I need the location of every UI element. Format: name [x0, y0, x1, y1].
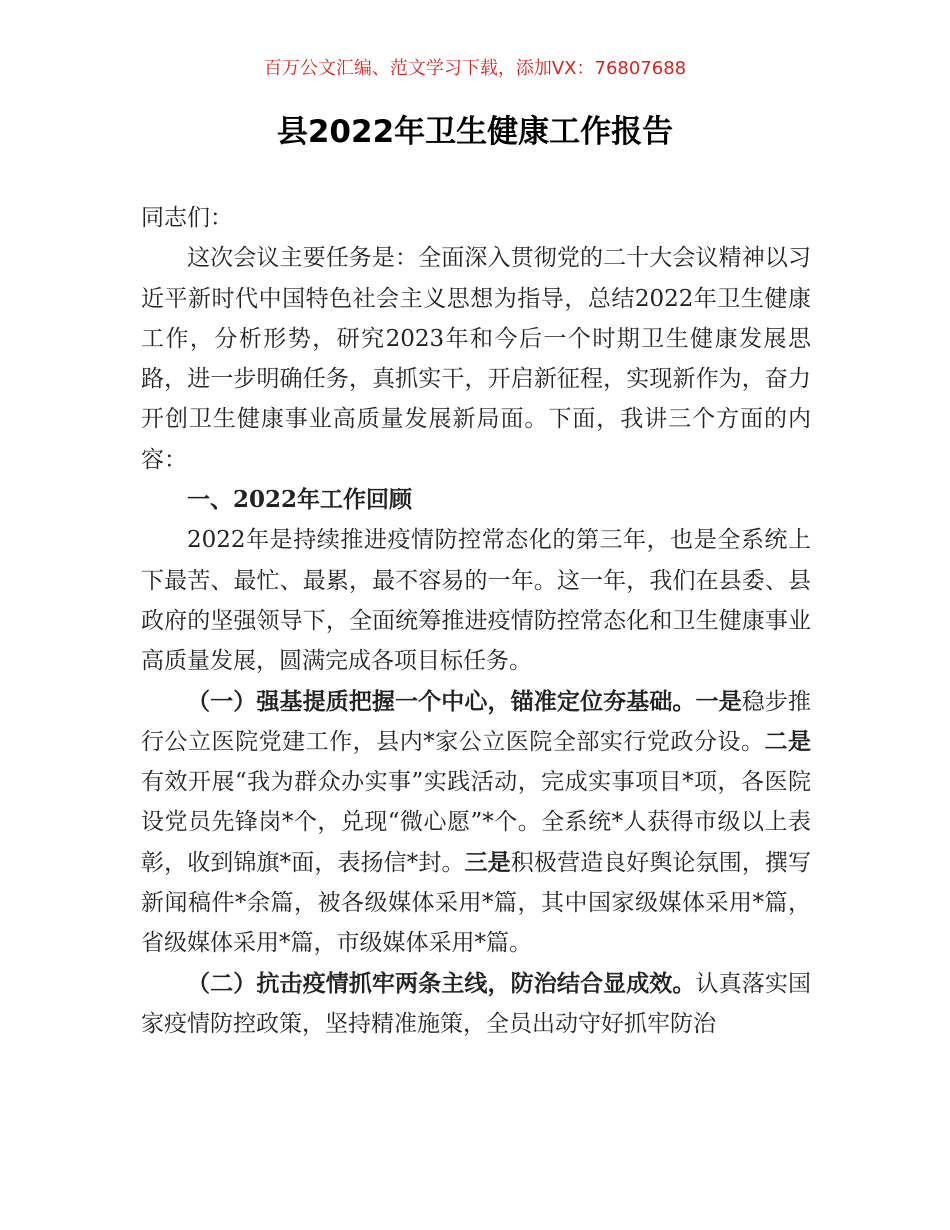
item-one-text-3: 积极营造良好舆论氛围，撰写新闻稿件*余篇，被各级媒体采用*篇，其中国家级媒体采用*篇，省级媒体采用*篇，市级媒体采用*篇。 — [141, 849, 812, 957]
item-one-text-1: 稳步推行公立医院党建工作，县内*家公立医院全部实行党政分设。 — [141, 688, 812, 755]
item-one-lead-2: 二是 — [764, 727, 812, 755]
header-banner: 百万公文汇编、范文学习下载，添加VX：76807688 — [263, 58, 687, 79]
item-one-text-2: 有效开展“我为群众办实事”实践活动，完成实事项目*项，各医院设党员先锋岗*个，兑现“微心愿”*个。全系统*人获得市级以上表彰，收到锦旗*面，表扬信*封。 — [141, 769, 811, 876]
item-one-lead-3: 三是 — [464, 848, 511, 876]
document-title: 县2022年卫生健康工作报告 — [276, 114, 674, 150]
intro-paragraph: 这次会议主要任务是：全面深入贯彻党的二十大会议精神以习近平新时代中国特色社会主义思想为指导，总结2022年卫生健康工作，分析形势，研究2023年和今后一个时期卫生健康发展思路，进一步明确任务，真抓实干，开启新征程，实现新作为，奋力开创卫生健康事业高质量发展新局面。下面，我讲三个方面的内容： — [141, 245, 811, 473]
item-two-text: 认真落实国家疫情防控政策，坚持精准施策，全员出动守好抓牢防治 — [141, 970, 812, 1037]
item-one-lead-1: 一是 — [695, 687, 742, 715]
item-one-paragraph — [141, 682, 811, 964]
salutation: 同志们： — [141, 205, 233, 231]
document-body — [141, 198, 811, 1044]
item-one-heading: （一）强基提质把握一个中心，锚准定位夯基础。 — [187, 687, 696, 715]
section-paragraph: 2022年是持续推进疫情防控常态化的第三年，也是全系统上下最苦、最忙、最累，最不容易的一年。这一年，我们在县委、县政府的坚强领导下，全面统筹推进疫情防控常态化和卫生健康事业高质量发展，圆满完成各项目标任务。 — [141, 527, 811, 675]
item-two-paragraph — [141, 964, 811, 1045]
item-two-heading: （二）抗击疫情抓牢两条主线，防治结合显成效。 — [187, 969, 696, 997]
section-heading: 一、2022年工作回顾 — [187, 486, 413, 514]
